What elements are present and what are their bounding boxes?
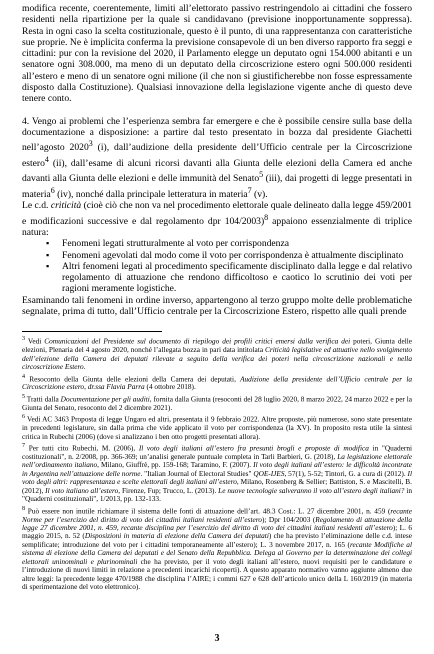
text-run: (iii), dai progetti di legge presentati in materia	[22, 173, 412, 200]
emphasis: QOE-IJES	[253, 468, 285, 478]
text-run: Le c.d.	[22, 200, 51, 212]
emphasis: Comunicazioni del Presidente sul documento di riepilogo dei profili critici emersi dalla verifica dei	[44, 336, 351, 346]
text-run: , Firenze, Fup; Trucco, L. (2013).	[118, 485, 219, 495]
text-run: in "Quaderni costituzionali", 1/2013, pp. 132-133.	[22, 485, 413, 504]
text-run: , fornita dalla Giunta (resoconti del 28 luglio 2020, 8 marzo 2022, 24 marzo 2022 e per la Giunta del Senato, resoconto del 2 dicembre 2021).	[22, 394, 412, 412]
text-run: appaiono essenzialmente di triplice natura:	[22, 215, 412, 238]
text-run: Resoconto della Giunta delle elezioni della Camera dei deputati,	[25, 374, 241, 384]
text-run: , Milano, Giuffrè, pp. 159-168; Taramino, F. (2007).	[97, 460, 254, 470]
text-run: Può essere non inutile richiamare il sistema delle fonti di attuazione dell’art. 48.3 Cost.: L. 27 dicembre 2001, n. 459 (	[25, 506, 391, 516]
text-run: poteri, Giunta delle elezioni, Plenaria del 4 agosto 2020, nonché l’allegata bozza in pari data intitolata	[22, 336, 412, 355]
text-run: ); Dpr 104/2003 (	[261, 514, 316, 524]
footnote-ref-7[interactable]: 7	[247, 185, 252, 195]
text-run: Per tutti cito Rubechi, M. (2006),	[25, 443, 139, 453]
text-run: Vedi AC 3463 Proposta di legge Ungaro ed altri, presentata il 9 febbraio 2022. Altre proposte, più numerose, sono state presentate in precedenti legislature, sin dalla prima che vide applicato il voto per corrispondenza (la XV). In proposito resta utile la sintesi critica in Rubechi (2006) (dove si analizzano i ben otto progetti presentati allora).	[22, 414, 412, 441]
text-run: che ha previsto, per il voto degli italiani all’estero, nuovi requisiti per le candidature e l’introduzione di nuovi limiti in relazione a precedenti incarichi ricoperti). A questo apparato normativo vanno aggiunte almeno due altre leggi: la precedente legge 470/1988 che disciplina l’AIRE; i commi 627 e 628 dell’articolo unico della L 160/2019 (in materia di sperimentazione del voto elettronico).	[22, 556, 412, 592]
emphasis: Regolamento di attuazione della legge 27 dicembre 2001, n. 459, recante disciplina per l’esercizio del diritto di voto dei cittadini italiani residenti all’estero	[22, 514, 412, 532]
paragraph-3	[22, 200, 412, 238]
emphasis: recante Modifiche al sistema di elezione della Camera dei deputati e del Senato della Repubblica. Delega al Governo per la determinazione dei collegi elettorali uninominali e plurinominali	[22, 539, 412, 566]
text-run: ); L. 6 maggio 2015, n. 52 (	[22, 522, 412, 541]
footnote-4	[22, 373, 412, 392]
footnote-6	[22, 413, 412, 441]
text-run: 4. Vengo ai problemi che l’esperienza sembra far emergere e che è possibile censire sulla base della documentazione a disposizione: a partire dal testo presentato in bozza dal presidente Giachetti nell’agosto 2020	[22, 115, 412, 154]
footnote-ref-8[interactable]: 8	[264, 212, 269, 222]
text-run: (v).	[251, 188, 268, 200]
emphasis: criticità	[50, 200, 82, 212]
footnotes	[22, 335, 412, 591]
emphasis: Criticità legislative ed attuative nello svolgimento dell’elezione della Camera dei deputati rilevate a seguito della verifica dei poteri nella circoscrizione nazionali e nella circoscrizione Estero	[22, 345, 412, 372]
emphasis: Disposizioni in materia di elezione della Camera dei deputati	[84, 531, 269, 541]
footnote-divider	[22, 331, 162, 332]
footnote-ref-5[interactable]: 5	[259, 170, 264, 180]
footnote-ref-6[interactable]: 6	[50, 185, 55, 195]
emphasis: Il voto degli italiani all’estero: le difficoltà incontrate in Argentina nell’attuazione delle norme	[22, 460, 413, 478]
footnote-5	[22, 393, 412, 412]
footnote-number: 3	[22, 336, 26, 343]
text-run: , 57(1), 5-52; Tintori, G. a cura di (2012).	[284, 468, 408, 478]
bullet-list	[22, 238, 412, 294]
footnote-number: 5	[22, 393, 26, 400]
main-text	[22, 3, 412, 317]
emphasis: Il voto italiano all’estero	[45, 485, 119, 495]
emphasis: recante Norme per l’esercizio del diritto di voto dei cittadini italiani residenti all’estero	[22, 506, 412, 524]
footnote-3	[22, 335, 412, 371]
emphasis: Il voto degli altri: rappresentanza e scelte elettorali degli italiani all’estero	[22, 468, 412, 487]
text-run: Tratti dalla	[25, 394, 61, 404]
footnote-number: 8	[22, 505, 26, 512]
list-item: ▪ Fenomeni agevolati dal modo come il voto per corrispondenza è attualmente disciplinato	[46, 250, 412, 261]
footnote-number: 4	[22, 373, 26, 380]
page-number: 3	[214, 633, 220, 644]
footnote-7	[22, 442, 412, 504]
text-run: .	[83, 362, 86, 372]
footnote-number: 6	[22, 414, 26, 421]
text-run: (ii), dall’esame di alcuni ricorsi davanti alla Giunta delle elezioni della Camera ed anche davanti alla Giunta delle elezioni e delle immunità del Senato	[22, 157, 412, 185]
paragraph-4: Esaminando tali fenomeni in ordine inverso, appartengono al terzo gruppo molte delle problematiche segnalate, prima di tutto, dall’Ufficio centrale per la Circoscrizione Estero, rispetto alle quali prende	[22, 294, 412, 318]
text-run: (i), dall’audizione della presidente dell’Ufficio centrale per la Circoscrizione estero	[22, 142, 412, 169]
text-run: ) che ha previsto l’eliminazione delle c.d. intese semplificate; introduzione del voto per i cittadini temporaneamente all’estero); L. 3 novembre 2017, n. 165 (	[22, 531, 412, 549]
text-run: (cioè ciò che non va nel procedimento elettorale quale delineato dalla legge 459/2001 e modificazioni successive e dal regolamento dpr 104/2003)	[22, 200, 412, 227]
text-run: , Milano, Rosenberg & Sellier; Battiston, S. e Mascitelli, B. (2012),	[22, 477, 413, 495]
emphasis: Audizione della presidente dell’Ufficio centrale per la Circoscrizione estero, dr.ssa Flavia Parra	[22, 374, 412, 392]
emphasis: La legislazione elettorale nell’ordinamento italiano	[22, 451, 412, 470]
paragraph-2	[22, 116, 412, 201]
footnote-number: 7	[22, 443, 26, 450]
text-run: (iv), nonché dalla principale letteratura in materia	[54, 188, 248, 200]
list-item: ▪ Fenomeni legati strutturalmente al voto per corrispondenza	[46, 238, 412, 249]
text-run: Vedi	[25, 336, 45, 346]
list-item: ▪ Altri fenomeni legati al procedimento specificamente disciplinato dalla legge e dal relativo regolamento di attuazione che rendono difficoltoso e caotico lo scrutinio dei voti per ragioni meramente logistiche.	[46, 261, 412, 295]
text-run: . "Italian Journal of Electoral Studies"	[140, 468, 254, 478]
text-run: in "Quaderni costituzionali", n. 2/2008, pp. 366-369; un’analisi generale puntuale completa in Tarli Barbieri, G. (2018),	[22, 443, 413, 461]
footnote-ref-4[interactable]: 4	[44, 154, 49, 164]
footnote-8	[22, 505, 412, 592]
paragraph-1: modifica recente, coerentemente, limiti all’elettorato passivo restringendolo ai cittadini che fossero residenti nella ripartizione per la quale si candidavano (previsione inopportunamente soppressa). Resta in ogni caso la scelta costituzionale, questo è il punto, di una rappresentanza con caratteristiche sue proprie. Ne è implicita conferma la previsione consapevole di un ben diverso rapporto fra seggi e cittadini: pur con la revisione del 2020, il Parlamento elegge un deputato ogni 154.000 abitanti e un senatore ogni 308.000, ma meno di un deputato della circoscrizione estero ogni 500.000 residenti all’estero e meno di un senatore ogni milione (il che non si giustificherebbe non fosse espressamente disposto dalla Costituzione). Qualsiasi innovazione della legislazione vigente anche di questo deve tenere conto.	[22, 3, 412, 105]
emphasis: Le nuove tecnologie salveranno il voto all’estero degli italiani?	[218, 485, 405, 495]
text-run: (4 ottobre 2018).	[144, 382, 196, 392]
emphasis: Documentazione per gli auditi	[60, 394, 150, 404]
footnote-ref-3[interactable]: 3	[88, 139, 93, 149]
emphasis: Il voto degli italiani all’estero fra presunti brogli e proposte di modifica	[138, 443, 369, 453]
